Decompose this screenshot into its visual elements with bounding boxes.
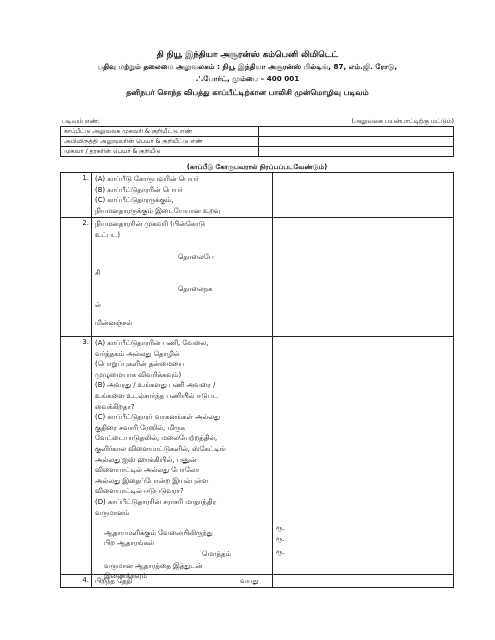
q3-line: (C) காப்பீட்டுதாரர் வாகனங்கள் அல்லது (95, 413, 220, 422)
office-address-field[interactable] (259, 127, 454, 137)
q3-line: (D) காப்பீட்டுதாரரின் சராசரி மாதாந்திர (95, 497, 217, 506)
q3-line: முழுமையாக விவரிக்கவும்) (95, 370, 182, 379)
q3-line: உங்களை உடல்சார்ந்த பணியில் ஈடுபட (95, 391, 219, 400)
phone-label-tail: சி (95, 269, 101, 277)
q2-number: 2. (61, 218, 92, 337)
email-label: மின்னஞ்சல் (95, 319, 133, 327)
q2-answer-field[interactable] (273, 218, 454, 337)
income-source-label-2: இணைக்கவும் (104, 572, 147, 580)
q3-line: (B) அவரது / உங்களது பணி அவரை / (95, 381, 216, 390)
q3-line: வைக்கிறதா? (95, 402, 135, 411)
q3-line: (A) காப்பீட்டுதாரரின் பணி, வேலை, (95, 339, 209, 347)
office-address-label: காப்பீட்டு அலுவலக முகவரி & குறியீட்டு எண் (61, 127, 259, 137)
table-row (61, 575, 454, 588)
q3-line: வர்த்தகம் அல்லது தொழில் (95, 349, 180, 358)
table-row (61, 127, 454, 137)
office-use-note: (அலுவலக பயன்பாட்டிற்கு மட்டும்) (351, 118, 454, 125)
dob-label: பிறந்த தேதி (95, 577, 133, 585)
form-number-row (62, 118, 454, 126)
q1-answer-field[interactable] (273, 173, 454, 218)
agent-label: முகவர் / தரகரின் பெயர் & குறியீடு (61, 147, 259, 157)
q3-line: வேட்டையாடுதலில், மலையேற்றத்தில், (95, 434, 218, 443)
q3-line: அல்லது ஐஸ் ஹாக்கியில், பனுன் (95, 455, 197, 464)
rupee-total: ரூ. (276, 548, 285, 556)
development-officer-label: அபிவிருத்தி அலுவலரின் பெயர் & குறியீட்டு எண் (61, 137, 259, 147)
q3-line: (பொறுப்புகளின் தன்மையை (95, 360, 185, 369)
proposal-table (60, 172, 454, 588)
office-city: .'.போர்ட், மும்பை – 400 001 (195, 74, 300, 83)
form-title: தனிநபர் சொந்த விபத்து காப்பீட்டிற்கான பாலிசி முன்மொழிவு படிவம் (126, 88, 369, 97)
office-address: பதிவு மற்றும் தலைமை அலுவலகம் : நியூ இந்தியா அசூரன்ஸ் பில்டிங், 87, எம்.ஜி. ரோடு, (97, 62, 398, 71)
table-row (61, 137, 454, 147)
q1-number: 1. (61, 173, 92, 218)
q1-line-d: நியமனதாரருக்கும் இடையேயான உறவு (95, 206, 221, 215)
phone-label: தொலைபே (178, 253, 214, 261)
q1-line-b: (B) காப்பீட்டுதாரரின் பெயர் (95, 185, 183, 194)
table-row (61, 218, 454, 337)
rupee-other: ரூ. (276, 535, 285, 543)
age-label: வயது (240, 577, 259, 585)
q3-question (92, 337, 273, 580)
form-number-label: படிவம் எண்: (62, 118, 100, 125)
income-employment-label: ஆதாயமளிக்கும் வேலையிலிருந்து (104, 529, 213, 537)
q2-line-b: உட்பட) (95, 230, 121, 239)
q3-line: வருமானம் (95, 508, 130, 517)
q1-line-c: (C) காப்பீட்டுதாரருக்கும், (95, 196, 174, 205)
table-row (61, 173, 454, 218)
q3-line: அல்லது இதைப்போன்ற இயல்புள்ள (95, 476, 209, 485)
table-row (61, 147, 454, 157)
q4-number: 4. (61, 575, 92, 588)
q3-number: 3. (61, 337, 92, 575)
income-other-label: பிற ஆதாரங்கள் (104, 539, 155, 547)
q3-line: விளையாட்டில் ஈடுபடுவரா? (95, 487, 184, 496)
agent-field[interactable] (259, 147, 454, 157)
table-row (61, 337, 454, 575)
income-total-label: மொத்தம் (202, 550, 232, 558)
fax-label-tail: ல் (95, 301, 101, 309)
section-title: (காப்பீடு கோருபவரால் நிரப்பப்படவேண்டும்) (186, 163, 328, 171)
q3-line: விளையாட்டில் அல்லது போலோ (95, 466, 200, 475)
fax-label: தொலைநக (178, 285, 213, 293)
company-name: தி நியூ இந்தியா அசூரன்ஸ் கம்பெனி லிமிடெட் (156, 50, 339, 60)
rupee-employment: ரூ. (276, 524, 285, 532)
q2-question (92, 218, 273, 337)
development-officer-field[interactable] (259, 137, 454, 147)
office-use-table (60, 126, 454, 157)
q4-answer-field[interactable] (273, 575, 454, 588)
income-source-label: வருமான ஆதாரத்தை இத்துடன் (104, 562, 203, 570)
q3-answer-field[interactable] (273, 337, 454, 575)
q3-line: குளிர்கால விளையாட்டுகளில், ஸ்கேட்டிங் (95, 444, 226, 453)
q3-line: குதிரை சவாரி ரேஸில், மிருக (95, 423, 185, 432)
q1-question (92, 173, 273, 218)
q1-line-a: (A) காப்பீடு கோருபவரின் பெயர் (95, 175, 199, 183)
q2-line-a: நியமனதாரரின் முகவரி (பின்கோடு (95, 220, 205, 228)
q4-question (92, 575, 273, 588)
